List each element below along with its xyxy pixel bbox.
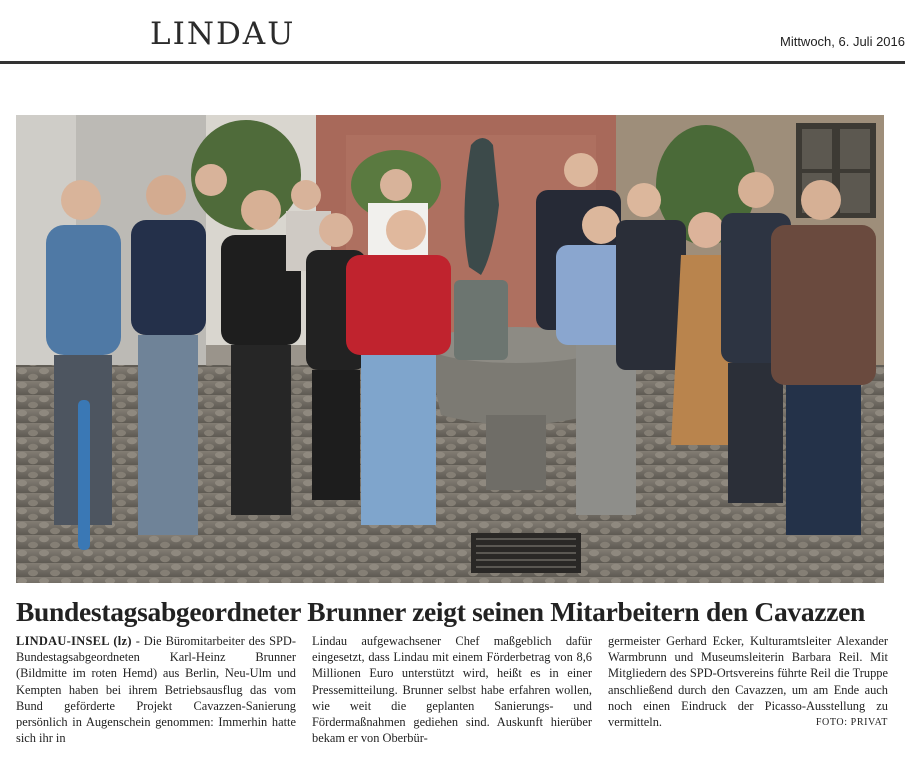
- group-photo: [16, 115, 884, 583]
- issue-date: Mittwoch, 6. Juli 2016: [779, 34, 905, 49]
- article-column-3: [608, 633, 888, 746]
- article-body: [16, 633, 888, 746]
- photo-credit: FOTO: PRIVAT: [815, 717, 888, 729]
- column-3-text: germeister Gerhard Ecker, Kulturamtsleiter Alexander Warmbrunn und Museumsleiterin Barbara Reil. Mit Mitgliedern des SPD-Ortsvereins führte Reil die Truppe anschließend durch den Cavazzen, um am Ende auch noch einen Eindruck der Picasso-Ausstellung zu vermitteln.: [608, 634, 888, 730]
- umbrella: [78, 400, 90, 550]
- article-dateline: LINDAU-INSEL (lz): [16, 634, 132, 648]
- group-photo-illustration: [16, 115, 884, 583]
- article-column-2: [312, 633, 592, 746]
- section-title: LINDAU: [150, 16, 296, 52]
- column-1-text: - Die Büromitarbeiter des SPD-Bundestagsabgeordneten Karl-Heinz Brunner (Bildmitte im roten Hemd) aus Berlin, Neu-Ulm und Kempten haben bei ihrem Betriebsausflug das vom Bund geförderte Projekt Cavazzen-Sanierung persönlich in Augenschein genommen: Immerhin hatte sich ihr in: [16, 634, 296, 746]
- header-rule: [0, 61, 905, 64]
- article-column-1: [16, 633, 296, 746]
- red-shirt: [346, 255, 451, 355]
- article-headline: Bundestagsabgeordneter Brunner zeigt seinen Mitarbeitern den Cavazzen: [16, 596, 866, 627]
- column-2-text: Lindau aufgewachsener Chef maßgeblich dafür eingesetzt, dass Lindau mit einem Förderbetrag von 8,6 Millionen Euro unterstützt wird, heißt es in einer Pressemitteilung. Brunner selbst habe erfahren wollen, wie weit die geplanten Sanierungs- und Fördermaßnahmen gediehen sind. Auskunft hierüber bekam er von Oberbür-: [312, 634, 592, 746]
- masthead: [0, 0, 919, 66]
